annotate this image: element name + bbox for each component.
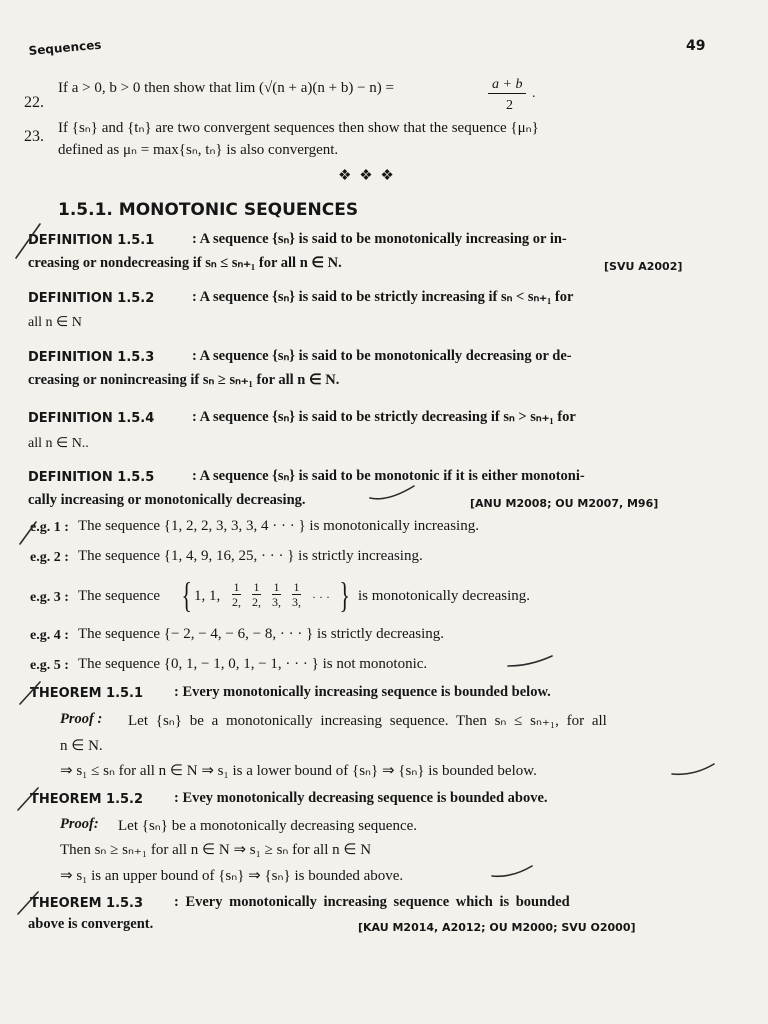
section-heading: 1.5.1. MONOTONIC SEQUENCES: [58, 200, 359, 220]
proof-line: ⇒ s₁ ≤ sₙ for all n ∈ N ⇒ s₁ is a lower bound of {sₙ} ⇒ {sₙ} is bounded below.: [60, 763, 537, 779]
definition-line: : A sequence {sₙ} is said to be monotonic if it is either monotoni-: [192, 468, 585, 484]
definition-line: : A sequence {sₙ} is said to be strictly increasing if sₙ < sₙ₊₁ for: [192, 289, 574, 305]
proof-line: Then sₙ ≥ sₙ₊₁ for all n ∈ N ⇒ s₁ ≥ sₙ for all n ∈ N: [60, 842, 372, 858]
example-text: The sequence {1, 2, 2, 3, 3, 3, 4 · · · } is monotonically increasing.: [78, 518, 479, 534]
definition-label: DEFINITION 1.5.3: [28, 350, 155, 365]
pen-underline-mark: [670, 760, 718, 780]
page-number: 49: [686, 38, 706, 54]
sequence-term: 1, 1,: [194, 588, 221, 604]
exercise-period: .: [532, 86, 536, 101]
example-label: e.g. 5 :: [30, 658, 69, 673]
fraction-denominator: 2: [506, 98, 513, 113]
example-label: e.g. 3 :: [30, 590, 69, 605]
reference: [SVU A2002]: [604, 260, 683, 273]
proof-line: ⇒ s₁ is an upper bound of {sₙ} ⇒ {sₙ} is bounded above.: [60, 868, 404, 884]
theorem-statement: : Every monotonically increasing sequence which is bounded: [174, 894, 570, 910]
theorem-label: THEOREM 1.5.3: [30, 896, 144, 911]
proof-label: Proof :: [60, 711, 103, 727]
pen-tick-mark: [14, 518, 44, 548]
definition-label: DEFINITION 1.5.1: [28, 233, 155, 248]
definition-line: creasing or nondecreasing if sₙ ≤ sₙ₊₁ for all n ∈ N.: [28, 255, 342, 271]
definition-line: creasing or nonincreasing if sₙ ≥ sₙ₊₁ for all n ∈ N.: [28, 372, 340, 388]
sequence-fraction: 1 3,: [292, 580, 301, 609]
exercise-line: If {sₙ} and {tₙ} are two convergent sequences then show that the sequence {μₙ}: [58, 120, 539, 136]
definition-line: all n ∈ N: [28, 315, 82, 330]
theorem-label: THEOREM 1.5.2: [30, 792, 144, 807]
theorem-statement: : Every monotonically increasing sequence is bounded below.: [174, 684, 551, 700]
example-text: The sequence {1, 4, 9, 16, 25, · · · } is strictly increasing.: [78, 548, 423, 564]
proof-line: Let {sₙ} be a monotonically increasing sequence. Then sₙ ≤ sₙ₊₁, for all: [128, 713, 607, 729]
example-label: e.g. 1 :: [30, 520, 69, 535]
pen-underline-mark: [368, 482, 418, 504]
example-label: e.g. 4 :: [30, 628, 69, 643]
pen-tick-mark: [10, 222, 50, 262]
pen-underline-mark: [506, 652, 556, 672]
running-title: Sequences: [28, 37, 102, 58]
definition-label: DEFINITION 1.5.2: [28, 291, 155, 306]
sequence-ellipsis: · · ·: [312, 590, 330, 604]
pen-tick-mark: [12, 888, 42, 918]
pen-underline-mark: [490, 862, 536, 882]
example-text: The sequence {− 2, − 4, − 6, − 8, · · · } is strictly decreasing.: [78, 626, 445, 642]
definition-line: : A sequence {sₙ} is said to be monotonically increasing or in-: [192, 231, 567, 247]
definition-line: : A sequence {sₙ} is said to be strictly decreasing if sₙ > sₙ₊₁ for: [192, 409, 576, 425]
fraction-numerator: a + b: [488, 77, 526, 94]
definition-line: cally increasing or monotonically decreasing.: [28, 492, 306, 508]
pen-tick-mark: [14, 678, 44, 708]
definition-line: all n ∈ N..: [28, 436, 89, 451]
definition-label: DEFINITION 1.5.4: [28, 411, 155, 426]
right-brace: }: [339, 575, 350, 615]
theorem-statement: : Evey monotonically decreasing sequence is bounded above.: [174, 790, 548, 806]
example-text: The sequence {0, 1, − 1, 0, 1, − 1, · · · } is not monotonic.: [78, 656, 428, 672]
proof-line: n ∈ N.: [60, 738, 103, 754]
theorem-label: THEOREM 1.5.1: [30, 686, 144, 701]
theorem-line: above is convergent.: [28, 916, 154, 932]
example-label: e.g. 2 :: [30, 550, 69, 565]
pen-tick-mark: [12, 784, 42, 814]
exercise-line: defined as μₙ = max{sₙ, tₙ} is also convergent.: [58, 142, 339, 158]
definition-line: : A sequence {sₙ} is said to be monotonically decreasing or de-: [192, 348, 572, 364]
proof-label: Proof:: [60, 816, 99, 832]
sequence-fraction: 1 2,: [232, 580, 241, 609]
proof-line: Let {sₙ} be a monotonically decreasing sequence.: [118, 818, 418, 834]
exercise-text: If a > 0, b > 0 then show that lim (√(n + a)(n + b) − n) =: [58, 80, 395, 96]
left-brace: {: [181, 575, 192, 615]
example-text: is monotonically decreasing.: [358, 588, 531, 604]
sequence-fraction: 1 2,: [252, 580, 261, 609]
definition-label: DEFINITION 1.5.5: [28, 470, 155, 485]
reference: [ANU M2008; OU M2007, M96]: [470, 497, 659, 510]
sequence-fraction: 1 3,: [272, 580, 281, 609]
reference: [KAU M2014, A2012; OU M2000; SVU O2000]: [358, 921, 636, 934]
example-text: The sequence: [78, 588, 161, 604]
section-separator: ❖ ❖ ❖: [338, 168, 396, 184]
exercise-number: 22.: [24, 94, 44, 111]
exercise-number: 23.: [24, 128, 44, 145]
